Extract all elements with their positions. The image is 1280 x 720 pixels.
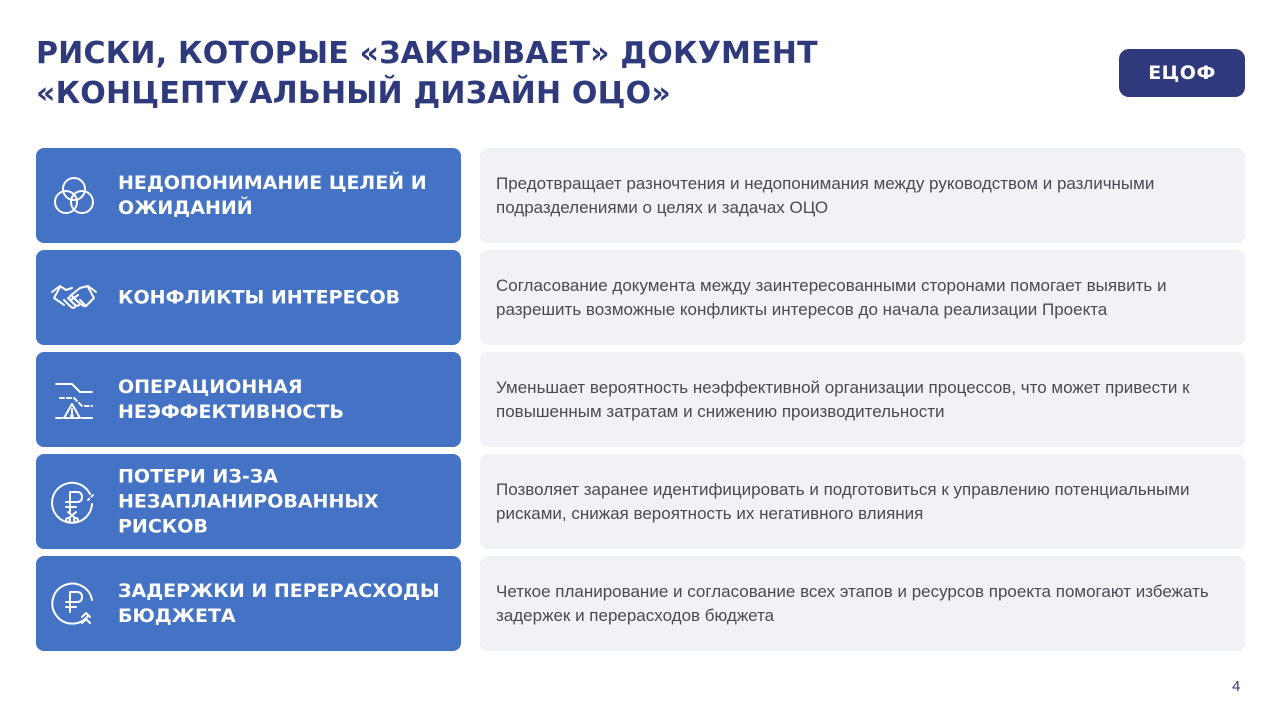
handshake-icon xyxy=(50,274,98,322)
risk-description: Уменьшает вероятность неэффективной организации процессов, что может привести к повышенным затратам и снижению производительности xyxy=(496,377,1190,421)
risk-description-card xyxy=(480,250,1245,345)
risk-description: Согласование документа между заинтересованными сторонами помогает выявить и разрешить возможные конфликты интересов до начала реализации Проекта xyxy=(496,275,1167,319)
risk-description-card xyxy=(480,352,1245,447)
risk-card xyxy=(36,250,461,345)
risk-row xyxy=(36,556,1245,651)
risk-label: ОПЕРАЦИОННАЯ НЕЭФФЕКТИВНОСТЬ xyxy=(118,375,344,423)
risk-description-card xyxy=(480,556,1245,651)
risk-card xyxy=(36,556,461,651)
overlapping-circles-icon xyxy=(50,172,98,220)
risk-row xyxy=(36,352,1245,447)
warning-decline-icon xyxy=(50,376,98,424)
risk-card xyxy=(36,148,461,243)
page-title xyxy=(36,34,1036,114)
risk-label: ЗАДЕРЖКИ И ПЕРЕРАСХОДЫ БЮДЖЕТА xyxy=(118,579,440,627)
risk-description-card xyxy=(480,454,1245,549)
page-title-line-1: РИСКИ, КОТОРЫЕ «ЗАКРЫВАЕТ» ДОКУМЕНТ xyxy=(36,36,818,71)
risk-description: Предотвращает разночтения и недопонимания между руководством и различными подразделениями о целях и задачах ОЦО xyxy=(496,173,1155,217)
page-title-line-2: «КОНЦЕПТУАЛЬНЫЙ ДИЗАЙН ОЦО» xyxy=(36,76,671,111)
page-number: 4 xyxy=(1232,678,1241,695)
risk-description-card xyxy=(480,148,1245,243)
ruble-cut-icon xyxy=(50,478,98,526)
risk-row xyxy=(36,148,1245,243)
risk-description: Позволяет заранее идентифицировать и подготовиться к управлению потенциальными рисками, снижая вероятность их негативного влияния xyxy=(496,479,1190,523)
risk-card xyxy=(36,454,461,549)
risk-description: Четкое планирование и согласование всех этапов и ресурсов проекта помогают избежать задержек и перерасходов бюджета xyxy=(496,581,1209,625)
risk-label: ПОТЕРИ ИЗ-ЗА НЕЗАПЛАНИРОВАННЫХ РИСКОВ xyxy=(118,465,379,537)
ruble-up-icon xyxy=(50,580,98,628)
risk-row xyxy=(36,250,1245,345)
risk-label: КОНФЛИКТЫ ИНТЕРЕСОВ xyxy=(118,286,401,308)
risk-row xyxy=(36,454,1245,549)
risk-card xyxy=(36,352,461,447)
risk-label: НЕДОПОНИМАНИЕ ЦЕЛЕЙ И ОЖИДАНИЙ xyxy=(118,171,427,219)
logo: ЕЦОФ xyxy=(1119,49,1245,97)
